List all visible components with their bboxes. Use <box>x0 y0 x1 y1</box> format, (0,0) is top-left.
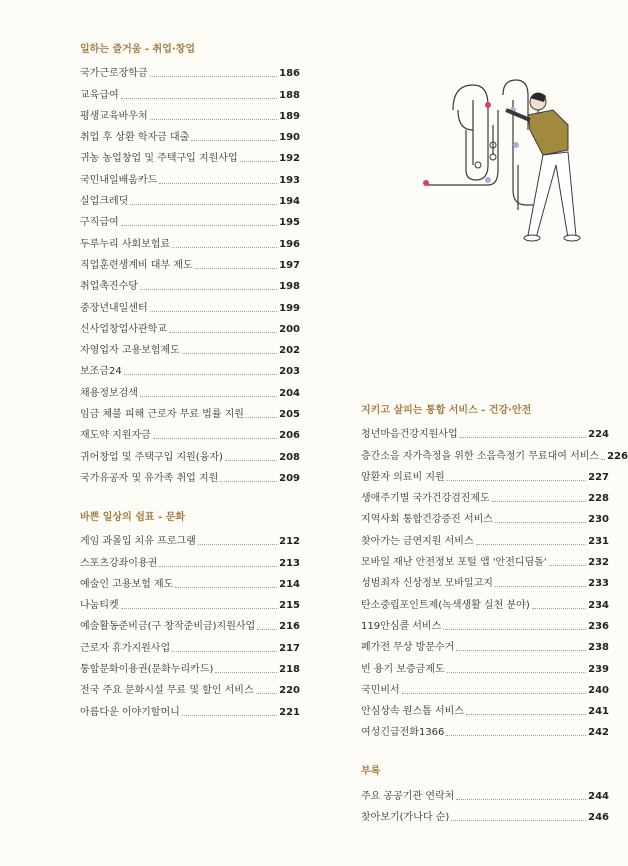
dot-leader <box>150 76 278 77</box>
toc-entry[interactable] <box>361 698 609 719</box>
toc-entry[interactable] <box>80 592 300 613</box>
toc-entry-page: 228 <box>588 493 609 505</box>
toc-entry-label: 성범죄자 신상정보 모바일고지 <box>361 578 493 590</box>
toc-entry-label: 스포츠강좌이용권 <box>80 557 158 569</box>
toc-entry-page: 217 <box>279 642 300 654</box>
toc-entry-page: 205 <box>279 409 300 421</box>
toc-entry-label: 탄소중립포인트제(녹색생활 실천 분야) <box>361 599 530 611</box>
toc-entry-page: 198 <box>279 281 300 293</box>
toc-entry[interactable] <box>80 188 300 209</box>
toc-entry-label: 실업크레딧 <box>80 196 129 208</box>
dot-leader <box>257 629 277 630</box>
toc-entry-page: 194 <box>279 196 300 208</box>
toc-entry[interactable] <box>80 677 300 698</box>
toc-entry-label: 생애주기별 국가건강검진제도 <box>361 493 490 505</box>
toc-entry-page: 192 <box>279 153 300 165</box>
toc-entry-page: 203 <box>279 366 300 378</box>
toc-entry[interactable] <box>361 613 609 634</box>
toc-entry[interactable] <box>361 634 609 655</box>
toc-entry-page: 208 <box>279 451 300 463</box>
toc-entry[interactable] <box>80 401 300 422</box>
toc-right-column <box>361 401 628 825</box>
dot-leader <box>153 438 277 439</box>
toc-entry[interactable] <box>80 379 300 400</box>
dot-leader <box>130 204 277 205</box>
dot-leader <box>191 140 277 141</box>
toc-entry[interactable] <box>361 591 609 612</box>
dot-leader <box>402 693 586 694</box>
toc-entry-label: 통합문화이용권(문화누리카드) <box>80 664 214 676</box>
toc-entry[interactable] <box>80 294 300 315</box>
dot-leader <box>256 693 277 694</box>
toc-entry-label: 보조금24 <box>80 366 122 378</box>
section-title: 지키고 살피는 통합 서비스 - 건강·안전 <box>361 405 532 416</box>
dot-leader <box>172 247 277 248</box>
toc-entry[interactable] <box>80 698 300 719</box>
toc-entry[interactable] <box>80 571 300 592</box>
toc-entry-label: 재도약 지원자금 <box>80 430 151 442</box>
toc-entry-page: 197 <box>279 259 300 271</box>
toc-entry-label: 임금 체불 피해 근로자 무료 법률 지원 <box>80 409 244 421</box>
toc-entry[interactable] <box>361 719 609 740</box>
dot-leader <box>456 799 586 800</box>
dot-leader <box>195 268 278 269</box>
dot-leader <box>140 289 277 290</box>
toc-entry[interactable] <box>361 570 609 591</box>
dot-leader <box>140 396 277 397</box>
toc-entry-page: 188 <box>279 89 300 101</box>
toc-entry-label: 여성긴급전화1366 <box>361 727 445 739</box>
toc-entry[interactable] <box>361 549 609 570</box>
toc-entry-label: 폐가전 무상 방문수거 <box>361 642 455 654</box>
toc-entry-label: 암환자 의료비 지원 <box>361 471 445 483</box>
toc-entry-label: 119안심콜 서비스 <box>361 620 442 632</box>
toc-entry-page: 196 <box>279 238 300 250</box>
toc-entry-page: 241 <box>588 706 609 718</box>
toc-entry-label: 평생교육바우처 <box>80 110 148 122</box>
toc-entry-page: 224 <box>588 429 609 441</box>
toc-entry-label: 취업 후 상환 학자금 대출 <box>80 132 190 144</box>
section-title: 부록 <box>361 766 381 778</box>
toc-entry-label: 취업촉진수당 <box>80 281 138 293</box>
section-title: 일하는 즐거움 - 취업·창업 <box>80 44 195 55</box>
dot-leader <box>495 522 586 523</box>
dot-leader <box>124 374 277 375</box>
toc-entry-page: 234 <box>588 599 609 611</box>
toc-entry-label: 전국 주요 문화시설 무료 및 할인 서비스 <box>80 685 254 697</box>
dot-leader <box>121 608 277 609</box>
toc-entry-label: 예술인 고용보험 제도 <box>80 578 174 590</box>
toc-entry[interactable] <box>361 442 628 463</box>
dot-leader <box>159 183 277 184</box>
toc-entry-page: 189 <box>279 110 300 122</box>
toc-entry-page: 190 <box>279 132 300 144</box>
dot-leader <box>532 608 586 609</box>
toc-entry-page: 233 <box>588 578 609 590</box>
dot-leader <box>495 586 586 587</box>
toc-entry-page: 218 <box>279 664 300 676</box>
dot-leader <box>150 119 278 120</box>
dot-leader <box>460 437 587 438</box>
toc-entry-page: 195 <box>279 217 300 229</box>
toc-entry-label: 근로자 휴가지원사업 <box>80 642 171 654</box>
toc-entry[interactable] <box>80 252 300 273</box>
toc-entry-label: 자영업자 고용보험제도 <box>80 345 180 357</box>
dot-leader <box>476 544 587 545</box>
toc-entry-page: 246 <box>588 812 609 824</box>
toc-entry[interactable] <box>80 316 300 337</box>
dot-leader <box>225 460 277 461</box>
toc-entry-label: 지역사회 통합건강증진 서비스 <box>361 514 493 526</box>
toc-entry-page: 236 <box>588 620 609 632</box>
toc-entry-page: 231 <box>588 535 609 547</box>
toc-entry-page: 204 <box>279 387 300 399</box>
toc-entry[interactable] <box>80 465 300 486</box>
dot-leader <box>446 735 586 736</box>
dot-leader <box>182 353 277 354</box>
dot-leader <box>172 651 277 652</box>
toc-entry[interactable] <box>80 443 300 464</box>
toc-entry-page: 214 <box>279 578 300 590</box>
dot-leader <box>220 481 277 482</box>
toc-entry-label: 빈 용기 보증금제도 <box>361 663 445 675</box>
toc-left-column <box>80 40 300 720</box>
toc-entry-page: 206 <box>279 430 300 442</box>
dot-leader <box>240 161 278 162</box>
toc-entry-page: 240 <box>588 684 609 696</box>
toc-entry-page: 212 <box>279 536 300 548</box>
toc-entry-page: 227 <box>588 471 609 483</box>
toc-entry-page: 238 <box>588 642 609 654</box>
person-touching-circuit-illustration <box>418 70 593 245</box>
toc-entry-label: 주요 공공기관 연락처 <box>361 790 455 802</box>
toc-entry[interactable] <box>80 273 300 294</box>
toc-entry[interactable] <box>80 81 300 102</box>
toc-entry-page: 242 <box>588 727 609 739</box>
toc-entry-label: 채용정보검색 <box>80 387 138 399</box>
toc-entry-label: 국가유공자 및 유가족 취업 지원 <box>80 472 219 484</box>
toc-entry-page: 221 <box>279 706 300 718</box>
toc-entry-page: 209 <box>279 472 300 484</box>
toc-entry-label: 귀농 농업창업 및 주택구입 지원사업 <box>80 153 238 165</box>
dot-leader <box>182 715 277 716</box>
toc-entry-label: 아름다운 이야기할머니 <box>80 706 180 718</box>
toc-entry[interactable] <box>361 677 609 698</box>
toc-entry[interactable] <box>361 421 609 442</box>
toc-entry[interactable] <box>361 804 609 825</box>
dot-leader <box>215 672 277 673</box>
toc-entry[interactable] <box>80 209 300 230</box>
toc-entry-page: 220 <box>279 685 300 697</box>
toc-entry[interactable] <box>80 528 300 549</box>
toc-entry[interactable] <box>361 464 609 485</box>
dot-leader <box>492 501 586 502</box>
toc-entry-page: 193 <box>279 174 300 186</box>
dot-leader <box>447 672 586 673</box>
toc-entry-label: 국민내일배움카드 <box>80 174 158 186</box>
dot-leader <box>150 311 278 312</box>
toc-entry[interactable] <box>80 634 300 655</box>
section-title: 바쁜 일상의 쉼표 - 문화 <box>80 511 186 523</box>
toc-entry-label: 청년마음건강지원사업 <box>361 429 458 441</box>
toc-entry-label: 직업훈련생계비 대부 제도 <box>80 259 193 271</box>
toc-entry-page: 202 <box>279 345 300 357</box>
toc-entry[interactable] <box>80 145 300 166</box>
dot-leader <box>601 459 605 460</box>
toc-entry-page: 215 <box>279 600 300 612</box>
toc-entry-page: 239 <box>588 663 609 675</box>
toc-entry[interactable] <box>361 527 609 548</box>
toc-entry[interactable] <box>361 506 609 527</box>
dot-leader <box>466 714 586 715</box>
dot-leader <box>443 629 586 630</box>
toc-entry[interactable] <box>361 782 609 803</box>
toc-entry-label: 안심상속 원스톱 서비스 <box>361 706 464 718</box>
toc-entry[interactable] <box>80 337 300 358</box>
dot-leader <box>175 587 277 588</box>
dot-leader <box>198 544 277 545</box>
toc-entry-page: 200 <box>279 323 300 335</box>
toc-entry-label: 게임 과몰입 치유 프로그램 <box>80 536 196 548</box>
toc-entry-page: 232 <box>588 557 609 569</box>
dot-leader <box>121 225 277 226</box>
toc-entry-label: 귀어창업 및 주택구입 지원(융자) <box>80 451 223 463</box>
toc-entry-label: 찾아가는 금연지원 서비스 <box>361 535 474 547</box>
dot-leader <box>447 480 586 481</box>
toc-entry-page: 186 <box>279 68 300 80</box>
dot-leader <box>451 820 586 821</box>
toc-entry-label: 구직급여 <box>80 217 119 229</box>
toc-entry-label: 층간소음 자가측정을 위한 소음측정기 무료대여 서비스 <box>361 450 600 462</box>
toc-entry-label: 중장년내일센터 <box>80 302 148 314</box>
dot-leader <box>549 565 587 566</box>
toc-entry[interactable] <box>80 613 300 634</box>
toc-entry-label: 국가근로장학금 <box>80 68 148 80</box>
toc-entry[interactable] <box>80 549 300 570</box>
dot-leader <box>169 332 277 333</box>
toc-entry[interactable] <box>80 230 300 251</box>
toc-entry-label: 나눔티켓 <box>80 600 119 612</box>
toc-entry-label: 찾아보기(가나다 순) <box>361 812 450 824</box>
toc-entry-label: 두루누리 사회보험료 <box>80 238 171 250</box>
toc-entry-page: 230 <box>588 514 609 526</box>
toc-entry-label: 모바일 재난 안전정보 포털 앱 '안전디딤돌' <box>361 557 547 569</box>
toc-entry-page: 226 <box>607 450 628 462</box>
dot-leader <box>121 98 277 99</box>
toc-entry-page: 199 <box>279 302 300 314</box>
toc-entry-label: 국민비서 <box>361 684 400 696</box>
toc-entry[interactable] <box>80 60 300 81</box>
toc-entry[interactable] <box>80 166 300 187</box>
dot-leader <box>246 417 277 418</box>
toc-entry-label: 신사업창업사관학교 <box>80 323 167 335</box>
dot-leader <box>159 566 277 567</box>
toc-entry[interactable] <box>80 656 300 677</box>
toc-entry[interactable] <box>80 103 300 124</box>
toc-entry[interactable] <box>361 485 609 506</box>
toc-entry-page: 213 <box>279 557 300 569</box>
toc-entry[interactable] <box>80 124 300 145</box>
toc-entry-page: 244 <box>588 790 609 802</box>
toc-entry-label: 예술활동준비금(구 창작준비금)지원사업 <box>80 621 256 633</box>
dot-leader <box>456 650 586 651</box>
toc-entry[interactable] <box>80 358 300 379</box>
toc-entry[interactable] <box>361 655 609 676</box>
toc-entry-page: 216 <box>279 621 300 633</box>
toc-entry[interactable] <box>80 422 300 443</box>
toc-entry-label: 교육급여 <box>80 89 119 101</box>
